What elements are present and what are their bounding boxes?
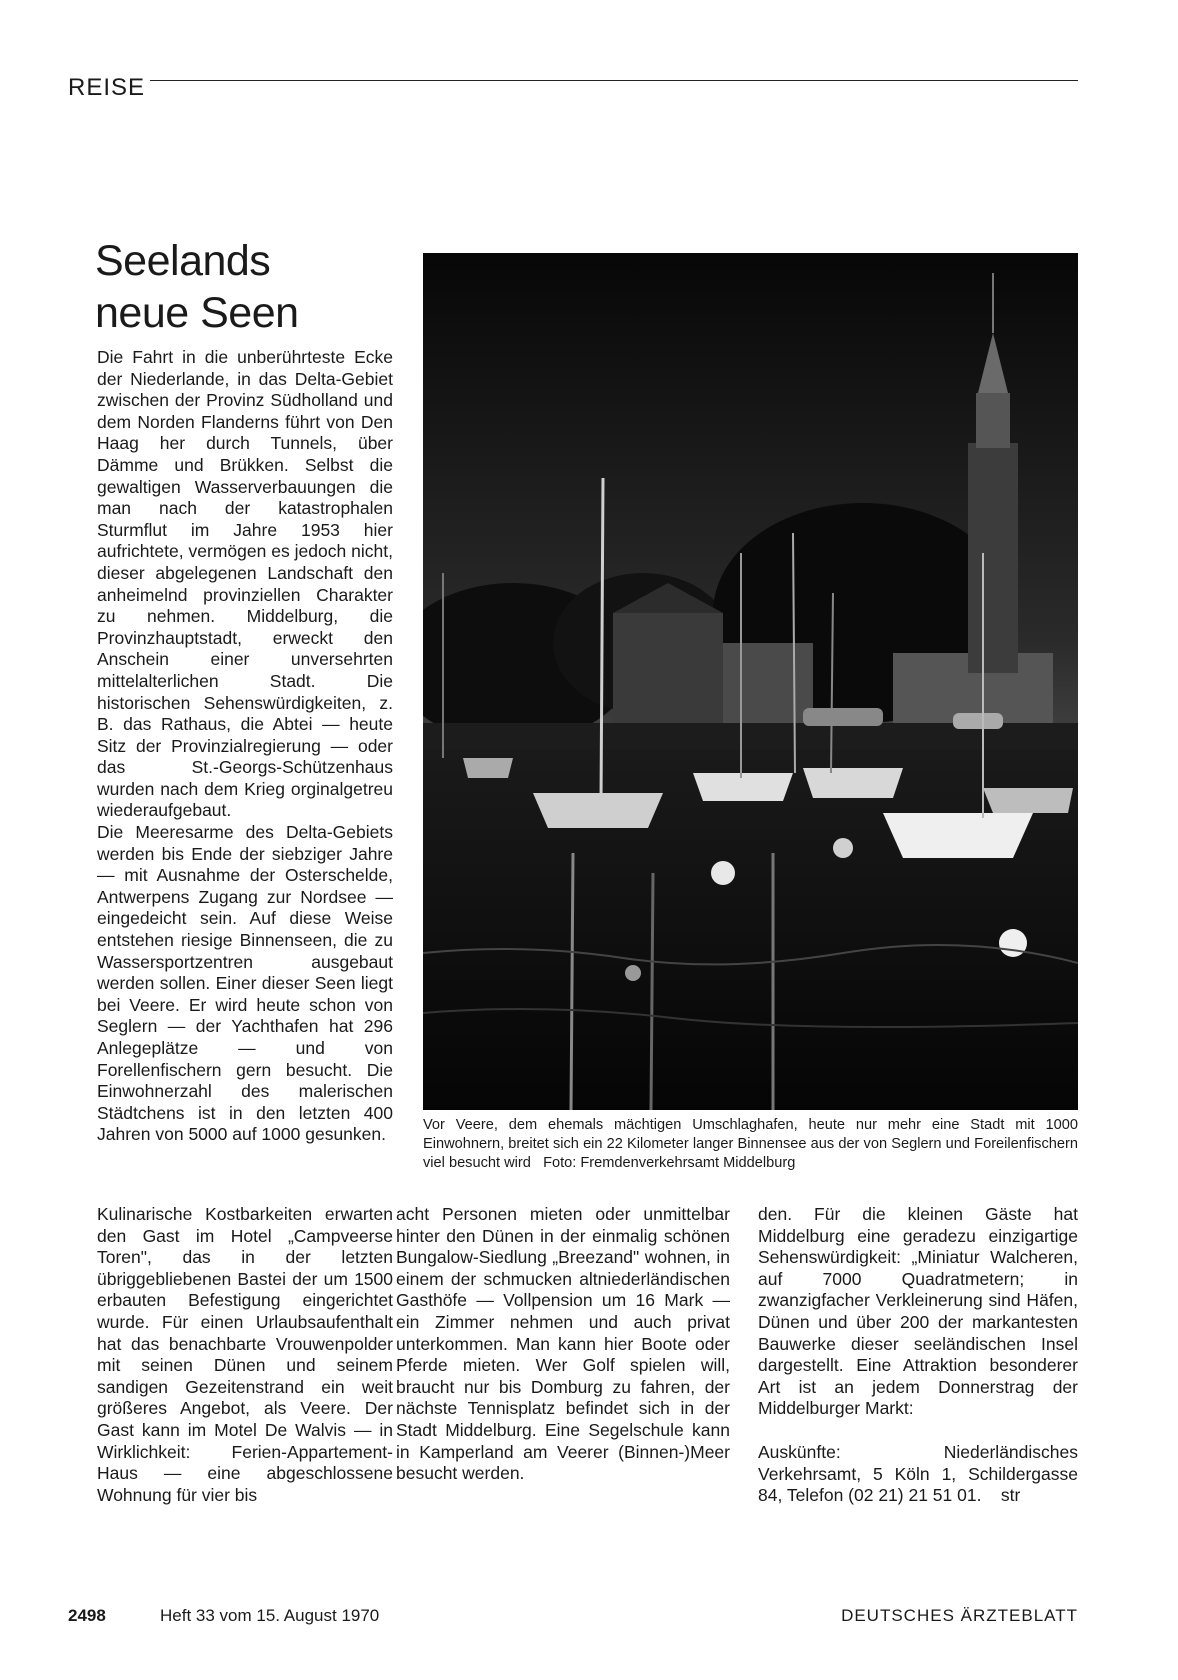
title-line-1: Seelands: [95, 237, 271, 285]
paragraph-6: [758, 1442, 1078, 1507]
paragraph-2: Die Meeresarme des Delta-Gebiets werden bis Ende der siebziger Jahre — mit Ausnahme der Osterschelde, Antwerpens Zugang zur Nordsee — eingedeicht sein. Auf diese Weise entstehen riesige Binnenseen, die zu Wassersportzentren ausgebaut werden sollen. Einer dieser Seen liegt bei Veere. Er wird heute schon von Seglern — der Yachthafen hat 296 Anlegeplätze — und von Forellenfischern gern besucht. Die Einwohnerzahl des malerischen Städtchens ist in den letzten 400 Jahren von 5000 auf 1000 gesunken.: [97, 822, 393, 1145]
article-column-3: [758, 1204, 1078, 1507]
page-number: 2498: [68, 1606, 106, 1625]
journal-name: DEUTSCHES ÄRZTEBLATT: [841, 1606, 1078, 1625]
title-line-2: neue Seen: [95, 289, 299, 337]
article-title: [95, 235, 395, 339]
photo-credit: Foto: Fremdenverkehrsamt Middelburg: [543, 1155, 796, 1171]
issue-info: Heft 33 vom 15. August 1970: [160, 1606, 380, 1625]
author-initials: str: [1000, 1485, 1021, 1506]
info-text: Auskünfte: Niederländisches Verkehrsamt, 5 Köln 1, Schildergasse 84, Telefon (02 21) 21 51 01.: [758, 1441, 1078, 1506]
section-label: REISE: [68, 74, 146, 101]
header-rule: [150, 80, 1078, 81]
paragraph-3: Kulinarische Kostbarkeiten erwarten den Gast im Hotel „Campveerse Toren", das in der letzten übriggebliebenen Bastei der um 1500 erbauten Befestigung eingerichtet wurde. Für einen Urlaubsaufenthalt hat das benachbarte Vrouwenpolder mit seinen Dünen und seinem sandigen Gezeitenstrand ein weit größeres Angebot, als Veere. Der Gast kann im Motel De Walvis — in Wirklichkeit: Ferien-Appartement-Haus — eine abgeschlossene Wohnung für vier bis: [97, 1204, 393, 1505]
caption-text: Vor Veere, dem ehemals mächtigen Umschlaghafen, heute nur mehr eine Stadt mit 1000 Einwohnern, breitet sich ein 22 Kilometer langer Binnensee aus der von Seglern und Foreilenfischern viel besucht wird: [423, 1117, 1078, 1171]
harbor-photo: [423, 253, 1078, 1110]
paragraph-4: acht Personen mieten oder unmittelbar hinter den Dünen in der einmalig schönen Bungalow-Siedlung „Breezand" wohnen, in einem der schmucken altniederländischen Gasthöfe — Vollpension um 16 Mark — ein Zimmer nehmen und auch privat unterkommen. Man kann hier Boote oder Pferde mieten. Wer Golf spielen will, braucht nur bis Domburg zu fahren, der nächste Tennisplatz befindet sich in der Stadt Middelburg. Eine Segelschule kann in Kamperland am Veerer (Binnen-)Meer besucht werden.: [396, 1204, 730, 1484]
paragraph-5: den. Für die kleinen Gäste hat Middelburg eine geradezu einzigartige Sehenswürdigkeit: „Miniatur Walcheren, auf 7000 Quadratmetern; in zwanzigfacher Verkleinerung sind Häfen, Dünen und über 200 der markantesten Bauwerke dieser seeländischen Insel dargestellt. Eine Attraktion besonderer Art ist an jedem Donnerstrag der Middelburger Markt:: [758, 1204, 1078, 1419]
photo-caption: [423, 1116, 1078, 1173]
paragraph-1: Die Fahrt in die unberührteste Ecke der Niederlande, in das Delta-Gebiet zwischen der Provinz Südholland und dem Norden Flanderns führt von Den Haag her durch Tunnels, über Dämme und Brükken. Selbst die gewaltigen Wasserverbauungen die man nach der katastrophalen Sturmflut im Jahre 1953 hier aufrichtete, vermögen es jedoch nicht, dieser abgelegenen Landschaft den anheimelnd provinziellen Charakter zu nehmen. Middelburg, die Provinzhauptstadt, erweckt den Anschein einer unversehrten mittelalterlichen Stadt. Die historischen Sehenswürdigkeiten, z. B. das Rathaus, die Abtei — heute Sitz der Provinzialregierung — oder das St.-Georgs-Schützenhaus wurden nach dem Krieg orginalgetreu wiederaufgebaut.: [97, 347, 393, 821]
article-column-2: [396, 1204, 730, 1485]
